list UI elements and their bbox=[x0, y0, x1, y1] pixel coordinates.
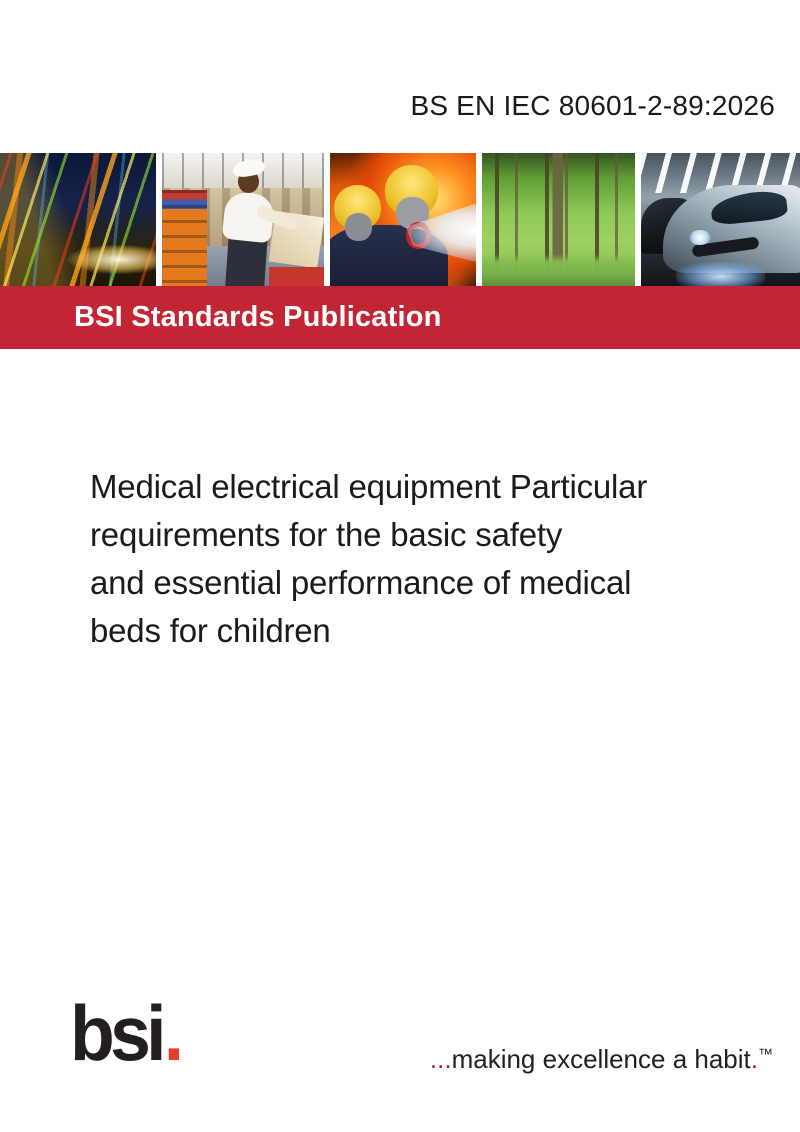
orange-crates-shape bbox=[162, 190, 207, 286]
tagline-text: making excellence a habit bbox=[451, 1044, 751, 1074]
standard-number: BS EN IEC 80601-2-89:2026 bbox=[410, 90, 775, 121]
tagline bbox=[430, 1044, 773, 1075]
red-bin-shape bbox=[269, 267, 324, 286]
bsi-logo bbox=[70, 989, 185, 1077]
photo-firefighters bbox=[330, 153, 476, 286]
bsi-logo-red-dot: . bbox=[163, 989, 185, 1077]
photo-warehouse-worker bbox=[162, 153, 324, 286]
firefighter-visor-shape bbox=[345, 213, 373, 241]
title-line: requirements for the basic safety bbox=[90, 516, 563, 553]
car-underglow-shape bbox=[676, 262, 765, 286]
car-headlight-shape bbox=[689, 230, 711, 245]
bsi-red-banner bbox=[0, 286, 800, 349]
photo-forest bbox=[482, 153, 635, 286]
photo-strip bbox=[0, 153, 800, 286]
tagline-leading-dots: ... bbox=[429, 1044, 452, 1074]
title-line: and essential performance of medical bbox=[90, 564, 632, 601]
photo-car-assembly-line bbox=[641, 153, 800, 286]
photo-city-traffic-light-trails bbox=[0, 153, 156, 286]
tagline-period: . bbox=[750, 1044, 758, 1074]
title-line: Medical electrical equipment Particular bbox=[90, 468, 648, 505]
document-title bbox=[90, 463, 740, 655]
title-line: beds for children bbox=[90, 612, 331, 649]
bsi-logo-text: bsi bbox=[70, 989, 162, 1077]
trademark-symbol: ™ bbox=[758, 1046, 773, 1063]
banner-label: BSI Standards Publication bbox=[74, 301, 442, 333]
